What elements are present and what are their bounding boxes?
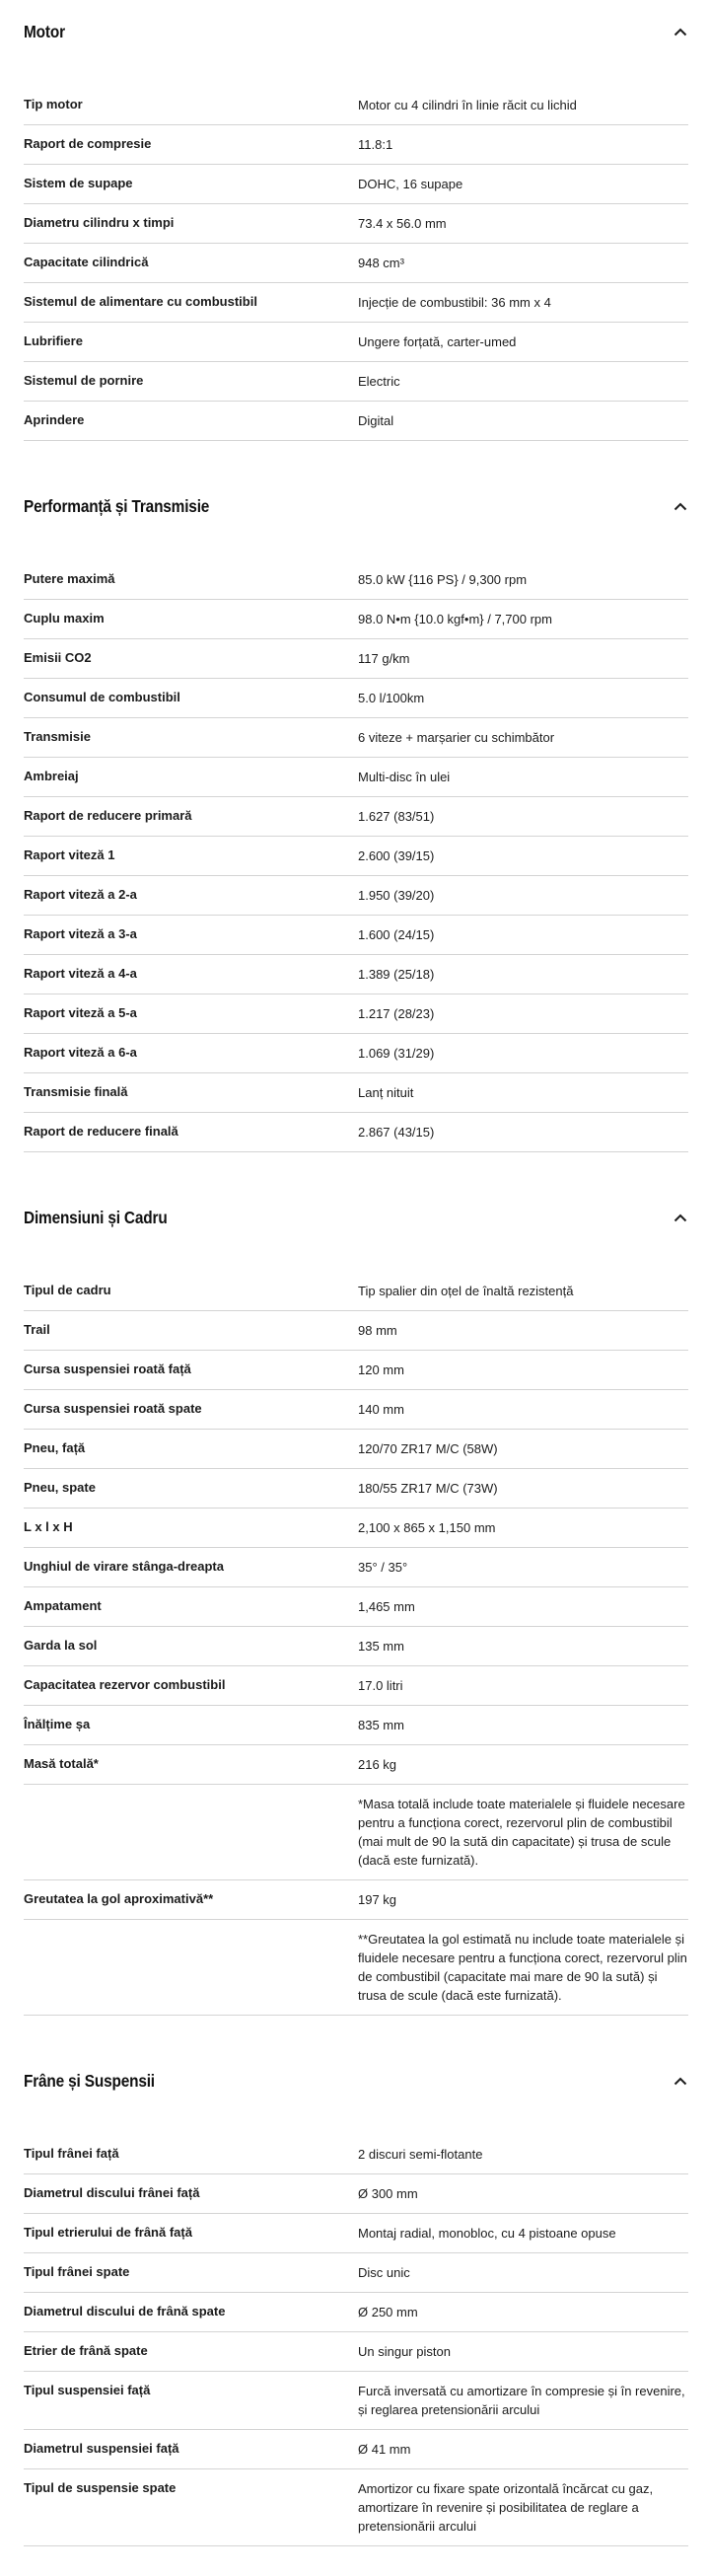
spec-value: 1.600 (24/15) — [358, 927, 435, 942]
spec-value: Montaj radial, monobloc, cu 4 pistoane opuse — [358, 2226, 616, 2241]
spec-value: 135 mm — [358, 1639, 404, 1654]
spec-row — [24, 2293, 688, 2332]
spec-label: Sistemul de pornire — [24, 373, 144, 388]
spec-row — [24, 2332, 688, 2372]
spec-value: 835 mm — [358, 1718, 404, 1732]
spec-row — [24, 1311, 688, 1351]
spec-label: Raport viteză a 2-a — [24, 887, 137, 902]
spec-value: Un singur piston — [358, 2344, 451, 2359]
spec-label: Raport viteză a 5-a — [24, 1005, 137, 1020]
spec-row — [24, 1034, 688, 1073]
section-title: Dimensiuni și Cadru — [24, 1208, 168, 1227]
spec-row — [24, 2372, 688, 2430]
spec-value: 98 mm — [358, 1323, 397, 1338]
spec-row — [24, 837, 688, 876]
spec-label: Tipul de suspensie spate — [24, 2480, 177, 2495]
spec-rows — [24, 1272, 688, 2016]
spec-value: 216 kg — [358, 1757, 397, 1772]
spec-label: Transmisie finală — [24, 1084, 128, 1099]
spec-row — [24, 323, 688, 362]
spec-row — [24, 1430, 688, 1469]
spec-label: Cuplu maxim — [24, 611, 105, 626]
spec-value: 948 cm³ — [358, 256, 404, 270]
spec-label: Tipul etrierului de frână față — [24, 2225, 192, 2240]
spec-row — [24, 1548, 688, 1587]
spec-value: 2 discuri semi-flotante — [358, 2147, 483, 2162]
spec-value: Ø 250 mm — [358, 2305, 418, 2319]
spec-value: 1.217 (28/23) — [358, 1006, 435, 1021]
spec-value: 5.0 l/100km — [358, 691, 425, 705]
spec-label — [24, 1795, 358, 1796]
spec-value: 2,100 x 865 x 1,150 mm — [358, 1520, 496, 1535]
spec-row — [24, 1880, 688, 1920]
spec-value: 1,465 mm — [358, 1599, 415, 1614]
spec-label: Capacitate cilindrică — [24, 255, 149, 269]
spec-row — [24, 2135, 688, 2174]
spec-note-row — [24, 1785, 688, 1880]
spec-label: Unghiul de virare stânga-dreapta — [24, 1559, 224, 1574]
spec-label: Putere maximă — [24, 571, 115, 586]
spec-row — [24, 1745, 688, 1785]
spec-label: Raport viteză a 3-a — [24, 926, 137, 941]
spec-row — [24, 283, 688, 323]
section-motor — [24, 16, 688, 441]
spec-row — [24, 1666, 688, 1706]
spec-row — [24, 1113, 688, 1152]
spec-row — [24, 797, 688, 837]
spec-label: Diametrul discului frânei față — [24, 2185, 200, 2200]
spec-value: 120 mm — [358, 1362, 404, 1377]
chevron-up-icon[interactable] — [673, 2074, 688, 2090]
spec-value: Disc unic — [358, 2265, 410, 2280]
spec-row — [24, 1390, 688, 1430]
spec-row — [24, 718, 688, 758]
spec-row — [24, 2430, 688, 2469]
spec-row — [24, 1587, 688, 1627]
spec-row — [24, 994, 688, 1034]
spec-value: Tip spalier din oțel de înaltă rezistență — [358, 1284, 574, 1298]
spec-value: Digital — [358, 413, 394, 428]
spec-value: Ø 300 mm — [358, 2186, 418, 2201]
spec-value: Amortizor cu fixare spate orizontală încărcat cu gaz, amortizare în revenire și posibilitatea de reglare a pretensionării arcului — [358, 2481, 654, 2534]
spec-label: Ambreiaj — [24, 769, 79, 783]
section-title: Performanță și Transmisie — [24, 496, 210, 516]
spec-row — [24, 1272, 688, 1311]
spec-label: Înălțime șa — [24, 1717, 91, 1731]
spec-row — [24, 600, 688, 639]
spec-label: Masă totală* — [24, 1756, 99, 1771]
spec-value: 6 viteze + marșarier cu schimbător — [358, 730, 555, 745]
spec-label: Tip motor — [24, 97, 83, 111]
spec-row — [24, 1627, 688, 1666]
spec-value: 1.069 (31/29) — [358, 1046, 435, 1061]
section-header-dimensiuni-si-cadru[interactable] — [24, 1152, 688, 1228]
spec-label: Diametru cilindru x timpi — [24, 215, 175, 230]
spec-label: Lubrifiere — [24, 333, 83, 348]
chevron-up-icon[interactable] — [673, 25, 688, 40]
spec-label: Raport de reducere finală — [24, 1124, 178, 1139]
spec-row — [24, 1351, 688, 1390]
spec-value: 17.0 litri — [358, 1678, 403, 1693]
spec-label: Pneu, spate — [24, 1480, 96, 1495]
spec-row — [24, 1706, 688, 1745]
spec-label: Diametrul discului de frână spate — [24, 2304, 226, 2318]
spec-row — [24, 560, 688, 600]
spec-value: 73.4 x 56.0 mm — [358, 216, 447, 231]
spec-value: 2.600 (39/15) — [358, 848, 435, 863]
spec-row — [24, 1509, 688, 1548]
spec-rows — [24, 86, 688, 441]
spec-label: Garda la sol — [24, 1638, 98, 1653]
spec-footnote: *Masa totală include toate materialele și fluidele necesare pentru a funcționa corect, rezervorul plin de combustibil (mai mult de 90 la sută din capacitate) și trusa de scule (dacă este furnizată). — [358, 1797, 685, 1868]
spec-label: Emisii CO2 — [24, 650, 92, 665]
spec-label — [24, 1930, 358, 1931]
spec-value: Furcă inversată cu amortizare în compresie și în revenire, și reglarea pretensionării arcului — [358, 2384, 685, 2417]
spec-row — [24, 2214, 688, 2253]
spec-row — [24, 876, 688, 916]
section-title: Motor — [24, 22, 65, 41]
spec-label: Ampatament — [24, 1598, 102, 1613]
chevron-up-icon[interactable] — [673, 499, 688, 515]
spec-value: 11.8:1 — [358, 137, 393, 152]
chevron-up-icon[interactable] — [673, 1211, 688, 1226]
spec-value: Ø 41 mm — [358, 2442, 411, 2457]
spec-row — [24, 362, 688, 402]
spec-value: Motor cu 4 cilindri în linie răcit cu lichid — [358, 98, 577, 112]
spec-row — [24, 402, 688, 441]
spec-label: Tipul frânei spate — [24, 2264, 130, 2279]
spec-value: Injecție de combustibil: 36 mm x 4 — [358, 295, 551, 310]
spec-label: Cursa suspensiei roată față — [24, 1362, 191, 1376]
spec-label: Consumul de combustibil — [24, 690, 180, 704]
spec-label: Sistemul de alimentare cu combustibil — [24, 294, 257, 309]
spec-value: 35° / 35° — [358, 1560, 408, 1575]
spec-rows — [24, 560, 688, 1152]
spec-value: 2.867 (43/15) — [358, 1125, 435, 1140]
spec-value: Multi-disc în ulei — [358, 770, 451, 784]
spec-label: Tipul frânei față — [24, 2146, 119, 2161]
spec-value: 98.0 N•m {10.0 kgf•m} / 7,700 rpm — [358, 612, 552, 626]
spec-label: L x l x H — [24, 1519, 73, 1534]
spec-label: Raport de reducere primară — [24, 808, 192, 823]
section-header-performanta-si-transmisie[interactable] — [24, 441, 688, 517]
spec-row — [24, 2253, 688, 2293]
spec-label: Transmisie — [24, 729, 91, 744]
spec-label: Tipul suspensiei față — [24, 2383, 151, 2397]
spec-rows — [24, 2135, 688, 2546]
spec-row — [24, 916, 688, 955]
spec-value: Ungere forțată, carter-umed — [358, 334, 517, 349]
spec-label: Etrier de frână spate — [24, 2343, 148, 2358]
section-performanta-si-transmisie — [24, 441, 688, 1152]
spec-row — [24, 679, 688, 718]
spec-label: Greutatea la gol aproximativă** — [24, 1891, 214, 1906]
section-header-motor[interactable] — [24, 16, 688, 42]
spec-value: 85.0 kW {116 PS} / 9,300 rpm — [358, 572, 528, 587]
spec-footnote: **Greutatea la gol estimată nu include toate materialele și fluidele necesare pentru a funcționa corect, rezervorul plin de combustibil (capacitate mai mare de 90 la sută) și trusa de scule (dacă este furnizată). — [358, 1932, 687, 2003]
spec-label: Trail — [24, 1322, 50, 1337]
spec-sections — [24, 16, 688, 2546]
spec-row — [24, 955, 688, 994]
spec-row — [24, 2174, 688, 2214]
spec-value: 120/70 ZR17 M/C (58W) — [358, 1441, 498, 1456]
spec-value: Lanț nituit — [358, 1085, 414, 1100]
spec-value: DOHC, 16 supape — [358, 177, 463, 191]
spec-row — [24, 639, 688, 679]
spec-row — [24, 1469, 688, 1509]
section-header-frane-si-suspensii[interactable] — [24, 2016, 688, 2092]
spec-label: Diametrul suspensiei față — [24, 2441, 179, 2456]
spec-note-row — [24, 1920, 688, 2016]
spec-value: 180/55 ZR17 M/C (73W) — [358, 1481, 498, 1496]
section-frane-si-suspensii — [24, 2016, 688, 2546]
spec-row — [24, 86, 688, 125]
section-title: Frâne și Suspensii — [24, 2071, 155, 2091]
spec-label: Raport viteză a 6-a — [24, 1045, 137, 1060]
spec-value: 140 mm — [358, 1402, 404, 1417]
spec-row — [24, 244, 688, 283]
spec-row — [24, 2469, 688, 2546]
spec-label: Aprindere — [24, 412, 85, 427]
spec-label: Pneu, față — [24, 1440, 86, 1455]
spec-value: 197 kg — [358, 1892, 397, 1907]
spec-label: Capacitatea rezervor combustibil — [24, 1677, 226, 1692]
spec-row — [24, 165, 688, 204]
spec-row — [24, 204, 688, 244]
spec-row — [24, 125, 688, 165]
spec-row — [24, 1073, 688, 1113]
spec-label: Raport viteză a 4-a — [24, 966, 137, 981]
spec-label: Raport viteză 1 — [24, 847, 115, 862]
spec-label: Tipul de cadru — [24, 1283, 111, 1297]
spec-row — [24, 758, 688, 797]
spec-label: Sistem de supape — [24, 176, 133, 190]
spec-value: 1.950 (39/20) — [358, 888, 435, 903]
section-dimensiuni-si-cadru — [24, 1152, 688, 2016]
spec-value: 1.627 (83/51) — [358, 809, 435, 824]
spec-label: Cursa suspensiei roată spate — [24, 1401, 202, 1416]
spec-value: 1.389 (25/18) — [358, 967, 435, 982]
spec-value: Electric — [358, 374, 400, 389]
spec-label: Raport de compresie — [24, 136, 152, 151]
spec-value: 117 g/km — [358, 651, 410, 666]
